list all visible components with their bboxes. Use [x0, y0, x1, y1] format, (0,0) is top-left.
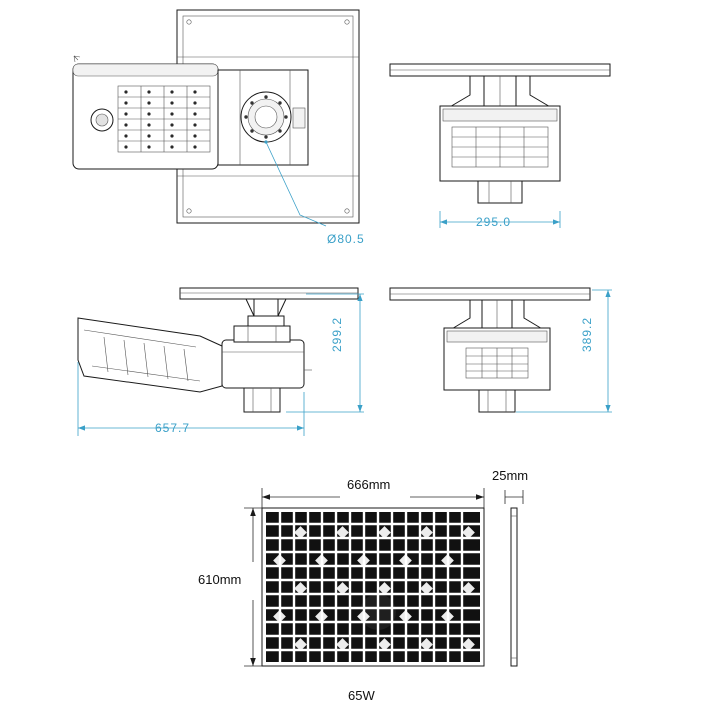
- side-view: [78, 288, 364, 436]
- rear-view: [390, 288, 612, 412]
- dimension-width-front-label: 295.0: [476, 215, 512, 229]
- top-perspective-view: [73, 10, 359, 226]
- front-view: [390, 64, 610, 228]
- panel-width-label: 666mm: [347, 477, 391, 492]
- dimension-height-side-label: 299.2: [330, 316, 344, 352]
- dimension-length-side-label: 657.7: [155, 421, 191, 435]
- solar-panel-view: [244, 488, 523, 666]
- panel-height-label: 610mm: [198, 572, 242, 587]
- panel-power-label: 65W: [348, 688, 375, 703]
- panel-thickness-label: 25mm: [492, 468, 529, 483]
- dimension-diameter-label: Ø80.5: [327, 232, 365, 246]
- dimension-height-rear-label: 389.2: [580, 316, 594, 352]
